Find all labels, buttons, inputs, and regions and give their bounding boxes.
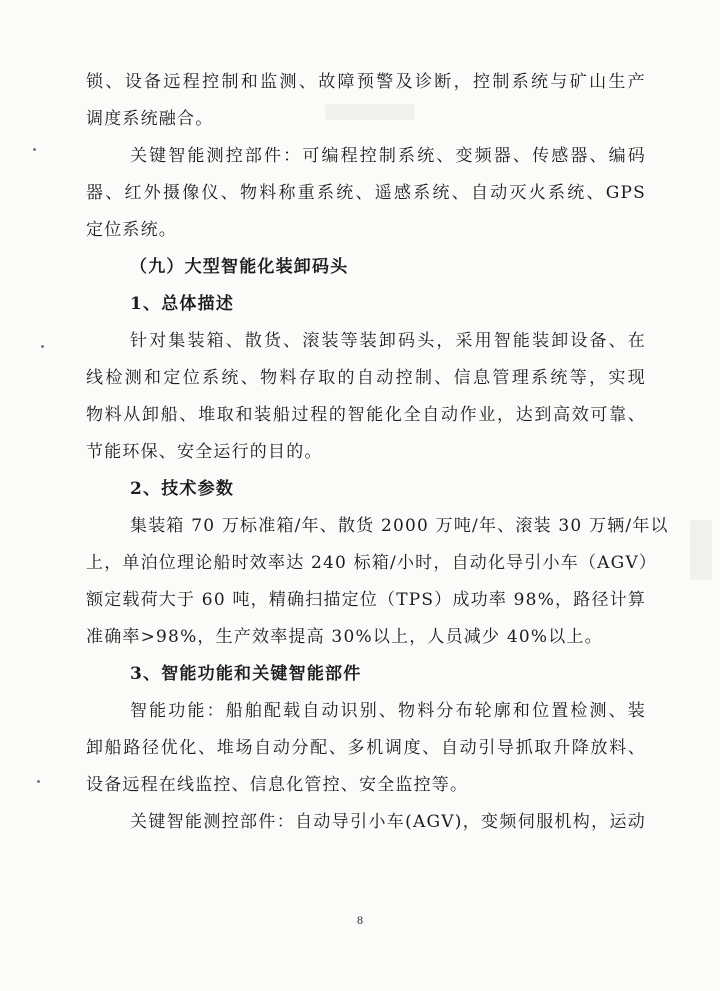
text-line: 针对集装箱、散货、滚装等装卸码头，采用智能装卸设备、在	[130, 331, 646, 351]
scan-speck	[33, 148, 36, 151]
scan-speck	[41, 345, 44, 348]
text-line: 物料从卸船、堆取和装船过程的智能化全自动作业，达到高效可靠、	[86, 405, 646, 425]
subsection-heading: 1、总体描述	[130, 294, 235, 314]
subsection-heading: 2、技术参数	[130, 479, 235, 499]
page-number: 8	[357, 913, 363, 927]
scan-speck	[37, 780, 40, 783]
text-line: 器、红外摄像仪、物料称重系统、遥感系统、自动灭火系统、GPS	[86, 183, 646, 203]
body-text	[86, 64, 669, 841]
text-line: 智能功能：船舶配载自动识别、物料分布轮廓和位置检测、装	[130, 701, 646, 721]
text-line: 节能环保、安全运行的目的。	[86, 442, 323, 462]
text-line: 准确率>98%，生产效率提高 30%以上，人员减少 40%以上。	[86, 627, 603, 647]
text-line: 锁、设备远程控制和监测、故障预警及诊断，控制系统与矿山生产	[86, 72, 646, 92]
text-line: 上，单泊位理论船时效率达 240 标箱/小时，自动化导引小车（AGV）	[86, 553, 658, 573]
text-line: 关键智能测控部件：自动导引小车(AGV)，变频伺服机构，运动	[130, 812, 646, 832]
text-line: 线检测和定位系统、物料存取的自动控制、信息管理系统等，实现	[86, 368, 646, 388]
text-line: 设备远程在线监控、信息化管控、安全监控等。	[86, 775, 469, 795]
text-line: 调度系统融合。	[86, 109, 214, 129]
text-line: 额定载荷大于 60 吨，精确扫描定位（TPS）成功率 98%，路径计算	[86, 590, 647, 610]
text-line: 关键智能测控部件：可编程控制系统、变频器、传感器、编码	[130, 146, 646, 166]
subsection-heading: 3、智能功能和关键智能部件	[130, 664, 362, 684]
text-line: 卸船路径优化、堆场自动分配、多机调度、自动引导抓取升降放料、	[86, 738, 646, 758]
section-heading: （九）大型智能化装卸码头	[130, 257, 349, 277]
text-line: 定位系统。	[86, 220, 177, 240]
scan-smudge	[690, 520, 712, 580]
text-line: 集装箱 70 万标准箱/年、散货 2000 万吨/年、滚装 30 万辆/年以	[130, 516, 669, 536]
